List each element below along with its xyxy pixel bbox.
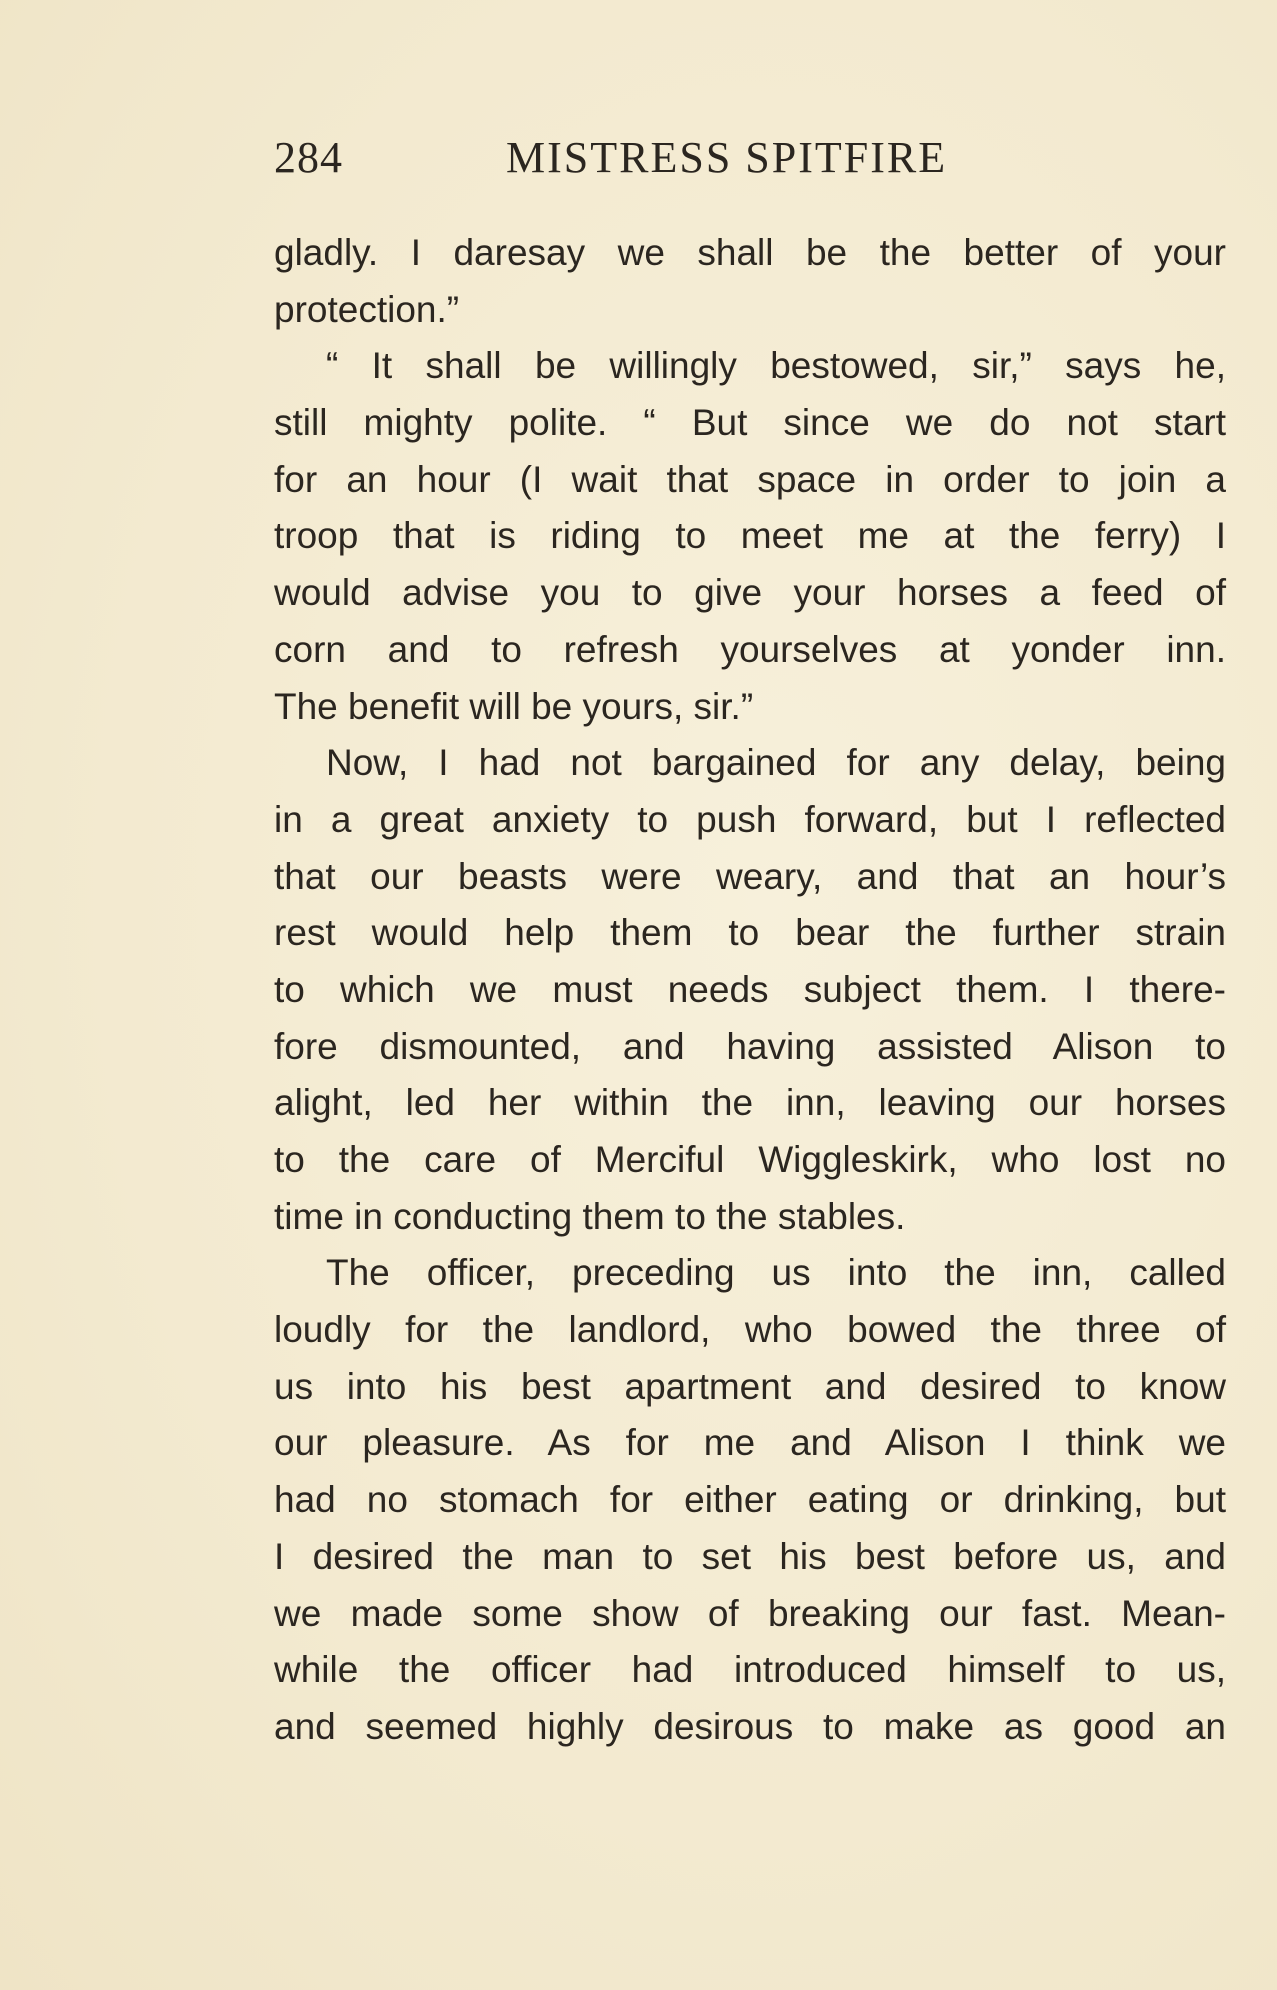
text-line: us into his best apartment and desired to know <box>274 1365 1226 1407</box>
page-number: 284 <box>274 133 343 182</box>
text-line: The benefit will be yours, sir.” <box>274 685 754 727</box>
text-line: for an hour (I wait that space in order to join a <box>274 458 1226 500</box>
body-text <box>274 225 1226 1756</box>
text-line: and seemed highly desirous to make as good an <box>274 1705 1226 1747</box>
text-line: protection.” <box>274 288 460 330</box>
text-line: corn and to refresh yourselves at yonder inn. <box>274 628 1226 670</box>
text-line: The officer, preceding us into the inn, called <box>326 1252 1226 1294</box>
text-line: fore dismounted, and having assisted Alison to <box>274 1025 1226 1067</box>
text-line: that our beasts were weary, and that an hour’s <box>274 855 1226 897</box>
text-line: troop that is riding to meet me at the ferry) I <box>274 515 1226 557</box>
text-line: gladly. I daresay we shall be the better of your <box>274 232 1226 273</box>
text-line: while the officer had introduced himself to us, <box>274 1649 1226 1691</box>
page-header <box>274 128 1224 188</box>
text-line: our pleasure. As for me and Alison I think we <box>274 1422 1226 1464</box>
running-title: MISTRESS SPITFIRE <box>506 133 948 182</box>
text-line: still mighty polite. “ But since we do not start <box>274 402 1226 444</box>
text-line: would advise you to give your horses a feed of <box>274 572 1226 614</box>
text-line: loudly for the landlord, who bowed the three of <box>274 1309 1226 1351</box>
text-line: we made some show of breaking our fast. Mean- <box>274 1592 1226 1634</box>
text-line: time in conducting them to the stables. <box>274 1195 906 1237</box>
text-line: alight, led her within the inn, leaving our horses <box>274 1082 1226 1124</box>
text-line: to the care of Merciful Wiggleskirk, who lost no <box>274 1139 1226 1180</box>
text-line: rest would help them to bear the further strain <box>274 912 1226 954</box>
text-line: Now, I had not bargained for any delay, being <box>326 742 1226 784</box>
text-line: I desired the man to set his best before us, and <box>274 1535 1226 1577</box>
text-line: “ It shall be willingly bestowed, sir,” says he, <box>326 345 1226 387</box>
text-line: to which we must needs subject them. I there- <box>274 968 1226 1010</box>
text-line: in a great anxiety to push forward, but I reflected <box>274 798 1226 840</box>
text-line: had no stomach for either eating or drinking, but <box>274 1479 1226 1521</box>
